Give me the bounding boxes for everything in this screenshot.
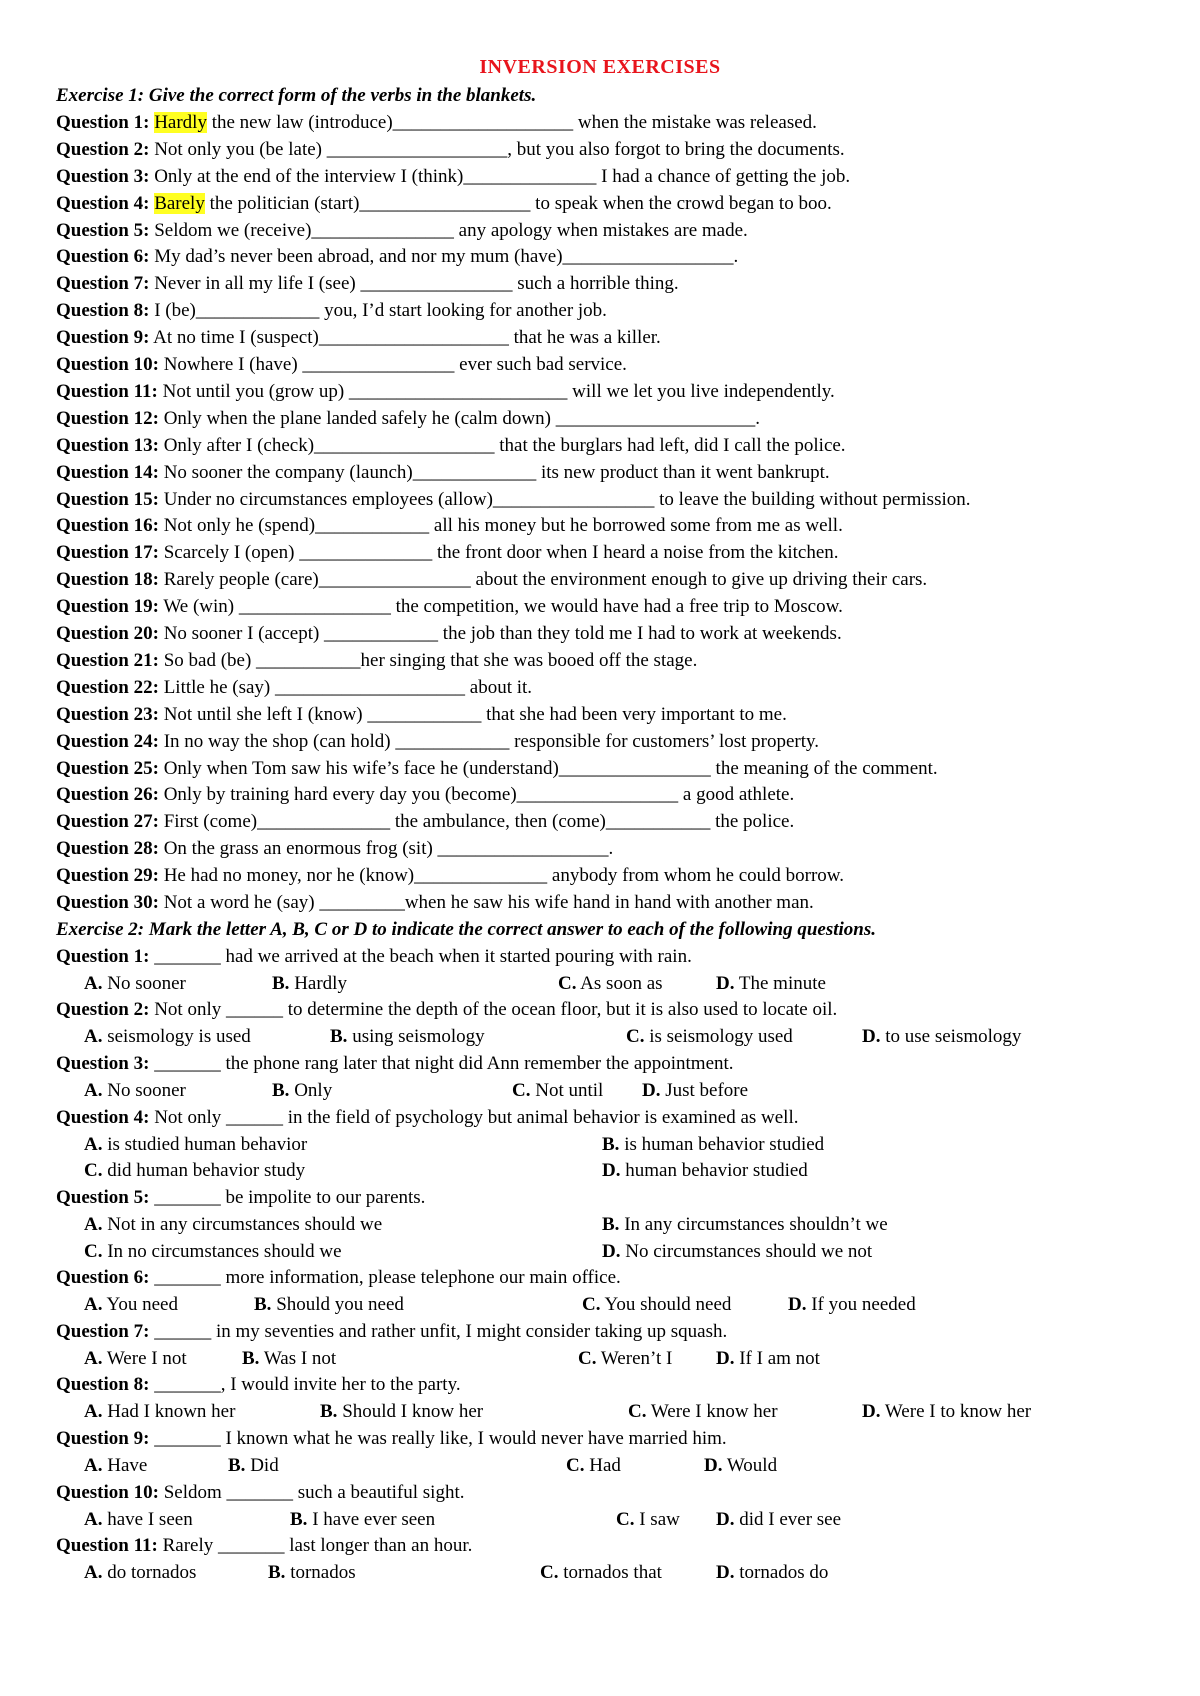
option-text: Not in any circumstances should we	[102, 1213, 383, 1235]
ex1-question-21	[56, 649, 697, 673]
question-text: On the grass an enormous frog (sit) __________________.	[158, 838, 614, 860]
question-text: Not until you (grow up) _______________________ will we let you live independently.	[157, 380, 835, 402]
answer-option	[626, 1025, 793, 1049]
option-text: tornados that	[558, 1562, 662, 1584]
exercise-1-heading: Exercise 1: Give the correct form of the verbs in the blankets.	[56, 85, 537, 106]
ex1-question-5	[56, 219, 748, 243]
ex1-question-27	[56, 810, 794, 834]
option-letter: B.	[272, 1079, 290, 1101]
answer-option	[84, 1240, 342, 1264]
question-label: Question 8:	[56, 300, 150, 322]
ex2-question-9	[56, 1427, 727, 1451]
question-label: Question 13:	[56, 434, 159, 456]
answer-option	[628, 1400, 778, 1424]
option-text: Hardly	[289, 972, 347, 994]
option-text: In any circumstances shouldn’t we	[619, 1213, 888, 1235]
option-text: is human behavior studied	[619, 1133, 825, 1155]
question-label: Question 14:	[56, 461, 159, 483]
option-text: The minute	[734, 972, 826, 994]
option-letter: D.	[716, 1562, 735, 1584]
ex2-question-6	[56, 1266, 621, 1290]
question-text: Seldom we (receive)_______________ any apology when mistakes are made.	[149, 219, 748, 241]
answer-option	[602, 1240, 872, 1264]
question-text: Only when Tom saw his wife’s face he (understand)________________ the meaning of the comment.	[158, 757, 938, 779]
question-label: Question 30:	[56, 892, 159, 913]
option-letter: B.	[268, 1562, 286, 1584]
answer-option	[862, 1400, 1031, 1424]
question-text: the new law (introduce)___________________ when the mistake was released.	[206, 111, 817, 133]
question-label: Question 10:	[56, 1481, 159, 1503]
ex1-question-13	[56, 434, 846, 458]
question-text: Rarely people (care)________________ about the environment enough to give up driving their cars.	[158, 569, 928, 591]
question-text: Only when the plane landed safely he (calm down) _____________________.	[158, 407, 760, 429]
question-text: Rarely _______ last longer than an hour.	[157, 1535, 473, 1557]
question-label: Question 19:	[56, 596, 159, 618]
question-text: _______ I known what he was really like, I would never have married him.	[149, 1428, 727, 1449]
answer-option	[716, 1561, 828, 1585]
question-text: At no time I (suspect)____________________ that he was a killer.	[149, 327, 661, 349]
answer-option	[84, 972, 186, 996]
ex1-question-30	[56, 891, 814, 915]
ex2-question-1	[56, 945, 692, 969]
highlighted-word: Barely	[154, 192, 205, 214]
answer-option	[84, 1508, 193, 1532]
option-letter: C.	[84, 1240, 103, 1262]
option-text: Should I know her	[337, 1401, 484, 1423]
ex2-question-7	[56, 1320, 727, 1344]
question-label: Question 22:	[56, 676, 159, 698]
answer-option	[862, 1025, 1021, 1049]
ex1-question-8	[56, 299, 607, 323]
answer-option	[268, 1561, 356, 1585]
question-text: _______, I would invite her to the party.	[149, 1374, 461, 1396]
answer-option	[84, 1454, 147, 1478]
answer-option	[84, 1400, 235, 1424]
question-label: Question 5:	[56, 1186, 150, 1208]
option-text: is studied human behavior	[102, 1133, 308, 1155]
ex1-question-18	[56, 568, 927, 592]
option-letter: B.	[602, 1133, 620, 1155]
option-letter: D.	[716, 972, 735, 994]
answer-option	[272, 972, 347, 996]
question-label: Question 7:	[56, 1320, 150, 1342]
ex1-question-29	[56, 864, 844, 888]
option-letter: C.	[628, 1401, 647, 1423]
ex1-question-6	[56, 245, 738, 269]
answer-option	[602, 1213, 888, 1237]
option-letter: A.	[84, 1079, 103, 1101]
question-label: Question 7:	[56, 273, 150, 295]
option-text: Would	[722, 1454, 778, 1476]
answer-option	[254, 1293, 404, 1317]
option-text: human behavior studied	[620, 1160, 808, 1182]
answer-option	[558, 972, 663, 996]
question-label: Question 27:	[56, 811, 159, 833]
question-text: So bad (be) ___________her singing that she was booed off the stage.	[158, 649, 698, 671]
answer-option	[512, 1079, 603, 1103]
option-text: Not until	[530, 1079, 604, 1101]
option-letter: A.	[84, 1294, 103, 1316]
answer-option	[320, 1400, 483, 1424]
option-text: No sooner	[102, 1079, 186, 1101]
answer-option	[290, 1508, 435, 1532]
option-text: did I ever see	[734, 1508, 842, 1530]
option-letter: A.	[84, 1401, 103, 1423]
option-text: Were I know her	[646, 1401, 778, 1423]
answer-option	[602, 1133, 824, 1157]
question-label: Question 1:	[56, 945, 150, 967]
option-text: If you needed	[806, 1294, 916, 1316]
option-text: have I seen	[102, 1508, 193, 1530]
question-label: Question 4:	[56, 192, 150, 214]
option-letter: C.	[582, 1294, 601, 1316]
question-label: Question 6:	[56, 1267, 150, 1289]
question-label: Question 26:	[56, 784, 159, 806]
question-text: Not a word he (say) _________when he saw his wife hand in hand with another man.	[158, 892, 814, 913]
answer-option	[704, 1454, 777, 1478]
question-label: Question 6:	[56, 246, 150, 268]
question-label: Question 28:	[56, 838, 159, 860]
option-letter: A.	[84, 1213, 103, 1235]
question-label: Question 9:	[56, 1428, 150, 1449]
option-letter: B.	[602, 1213, 620, 1235]
option-text: As soon as	[576, 972, 663, 994]
option-text: I saw	[634, 1508, 680, 1530]
question-label: Question 2:	[56, 138, 150, 160]
question-text: No sooner I (accept) ____________ the job than they told me I had to work at weekends.	[158, 623, 842, 644]
option-letter: B.	[320, 1401, 338, 1423]
option-text: Should you need	[271, 1294, 404, 1316]
option-letter: A.	[84, 1347, 103, 1369]
option-letter: D.	[862, 1026, 881, 1048]
question-text: _______ more information, please telephone our main office.	[149, 1267, 621, 1289]
answer-option	[84, 1561, 196, 1585]
question-text: Only by training hard every day you (become)_________________ a good athlete.	[158, 784, 795, 806]
question-label: Question 25:	[56, 757, 159, 779]
question-label: Question 11:	[56, 380, 158, 402]
option-letter: C.	[616, 1508, 635, 1530]
answer-option	[716, 1508, 841, 1532]
question-text: _______ had we arrived at the beach when it started pouring with rain.	[149, 945, 692, 967]
option-letter: B.	[228, 1454, 246, 1476]
option-text: Were I not	[102, 1347, 187, 1369]
ex1-question-11	[56, 380, 835, 404]
ex1-question-2	[56, 138, 845, 162]
ex1-question-16	[56, 514, 843, 538]
question-text: I (be)_____________ you, I’d start looking for another job.	[149, 300, 607, 322]
answer-option	[716, 1347, 820, 1371]
ex1-question-10	[56, 353, 627, 377]
option-letter: D.	[862, 1401, 881, 1423]
question-text: _______ be impolite to our parents.	[149, 1186, 426, 1208]
option-letter: B.	[330, 1026, 348, 1048]
question-text: Under no circumstances employees (allow)_________________ to leave the building without permission.	[158, 488, 971, 510]
answer-option	[582, 1293, 731, 1317]
question-label: Question 11:	[56, 1535, 158, 1557]
question-text: _______ the phone rang later that night did Ann remember the appointment.	[149, 1053, 734, 1074]
question-text: Only after I (check)___________________ that the burglars had left, did I call the police.	[158, 434, 846, 456]
question-label: Question 2:	[56, 999, 150, 1021]
option-letter: C.	[626, 1026, 645, 1048]
option-letter: B.	[254, 1294, 272, 1316]
question-label: Question 20:	[56, 623, 159, 644]
question-text: First (come)______________ the ambulance, then (come)___________ the police.	[158, 811, 795, 833]
ex2-question-3	[56, 1052, 734, 1076]
option-letter: D.	[704, 1454, 723, 1476]
answer-option	[84, 1159, 305, 1183]
answer-option	[242, 1347, 336, 1371]
answer-option	[616, 1508, 680, 1532]
option-text: tornados	[285, 1562, 356, 1584]
question-label: Question 24:	[56, 730, 159, 752]
option-letter: D.	[788, 1294, 807, 1316]
option-letter: C.	[84, 1160, 103, 1182]
question-text: Never in all my life I (see) ________________ such a horrible thing.	[149, 273, 679, 295]
question-label: Question 9:	[56, 327, 150, 349]
option-text: Were I to know her	[880, 1401, 1032, 1423]
question-label: Question 3:	[56, 1053, 150, 1074]
answer-option	[272, 1079, 332, 1103]
ex2-question-11	[56, 1534, 472, 1558]
option-text: seismology is used	[102, 1026, 251, 1048]
option-text: using seismology	[347, 1026, 485, 1048]
ex1-question-23	[56, 703, 787, 727]
question-text: Not until she left I (know) ____________ that she had been very important to me.	[158, 703, 787, 725]
option-letter: A.	[84, 1562, 103, 1584]
question-text: the politician (start)__________________ to speak when the crowd began to boo.	[204, 192, 832, 214]
option-letter: A.	[84, 1133, 103, 1155]
ex1-question-25	[56, 757, 938, 781]
ex2-question-2	[56, 998, 837, 1022]
ex1-question-26	[56, 783, 794, 807]
question-text: Not only ______ in the field of psychology but animal behavior is examined as well.	[149, 1106, 799, 1128]
question-label: Question 29:	[56, 865, 159, 887]
question-label: Question 21:	[56, 649, 159, 671]
option-text: Just before	[660, 1079, 749, 1101]
answer-option	[540, 1561, 662, 1585]
option-text: Only	[289, 1079, 333, 1101]
ex1-question-15	[56, 488, 971, 512]
option-text: If I am not	[734, 1347, 820, 1369]
option-text: No sooner	[102, 972, 186, 994]
answer-option	[84, 1025, 251, 1049]
answer-option	[566, 1454, 621, 1478]
option-letter: D.	[602, 1240, 621, 1262]
ex2-question-4	[56, 1106, 798, 1130]
question-text: Little he (say) ____________________ about it.	[158, 676, 533, 698]
option-text: I have ever seen	[307, 1508, 436, 1530]
option-text: tornados do	[734, 1562, 829, 1584]
option-text: Weren’t I	[596, 1347, 673, 1369]
answer-option	[84, 1347, 187, 1371]
answer-option	[642, 1079, 748, 1103]
question-text: Nowhere I (have) ________________ ever such bad service.	[158, 354, 627, 375]
option-text: did human behavior study	[102, 1160, 306, 1182]
ex1-question-4	[56, 192, 832, 216]
option-letter: A.	[84, 1508, 103, 1530]
question-text: Not only ______ to determine the depth of the ocean floor, but it is also used to locate oil.	[149, 999, 838, 1021]
option-text: is seismology used	[644, 1026, 793, 1048]
question-text: My dad’s never been abroad, and nor my mum (have)__________________.	[149, 246, 739, 268]
answer-option	[578, 1347, 672, 1371]
ex2-question-5	[56, 1186, 425, 1210]
ex1-question-9	[56, 326, 661, 350]
question-text: Not only you (be late) ___________________, but you also forgot to bring the documents.	[149, 138, 845, 160]
answer-option	[788, 1293, 916, 1317]
option-text: No circumstances should we not	[620, 1240, 873, 1262]
question-text: Not only he (spend)____________ all his money but he borrowed some from me as well.	[158, 515, 843, 537]
answer-option	[716, 972, 826, 996]
option-text: You should need	[600, 1294, 732, 1316]
question-label: Question 23:	[56, 703, 159, 725]
ex1-question-19	[56, 595, 843, 619]
option-text: In no circumstances should we	[102, 1240, 342, 1262]
option-text: Had I known her	[102, 1401, 236, 1423]
ex1-question-7	[56, 272, 679, 296]
question-label: Question 17:	[56, 542, 159, 564]
question-text: In no way the shop (can hold) ____________ responsible for customers’ lost property.	[158, 730, 820, 752]
ex1-question-1	[56, 111, 817, 135]
answer-option	[84, 1293, 178, 1317]
question-text: Seldom _______ such a beautiful sight.	[158, 1481, 465, 1503]
question-label: Question 3:	[56, 165, 150, 187]
option-letter: A.	[84, 972, 103, 994]
question-label: Question 1:	[56, 111, 150, 133]
option-letter: C.	[566, 1454, 585, 1476]
option-letter: C.	[578, 1347, 597, 1369]
answer-option	[84, 1213, 382, 1237]
option-text: do tornados	[102, 1562, 197, 1584]
highlighted-word: Hardly	[154, 111, 207, 133]
answer-option	[84, 1079, 186, 1103]
question-text: No sooner the company (launch)_____________ its new product than it went bankrupt.	[158, 461, 830, 483]
option-text: Did	[245, 1454, 279, 1476]
question-label: Question 15:	[56, 488, 159, 510]
option-letter: D.	[716, 1508, 735, 1530]
question-text: Only at the end of the interview I (think)______________ I had a chance of getting the job.	[149, 165, 851, 187]
ex1-question-3	[56, 165, 850, 189]
option-letter: B.	[272, 972, 290, 994]
ex2-question-8	[56, 1373, 461, 1397]
question-text: He had no money, nor he (know)______________ anybody from whom he could borrow.	[158, 865, 845, 887]
option-letter: C.	[512, 1079, 531, 1101]
option-letter: B.	[242, 1347, 260, 1369]
ex1-question-24	[56, 730, 819, 754]
question-label: Question 16:	[56, 515, 159, 537]
question-label: Question 12:	[56, 407, 159, 429]
option-letter: D.	[642, 1079, 661, 1101]
ex1-question-22	[56, 676, 532, 700]
option-letter: D.	[602, 1160, 621, 1182]
option-letter: A.	[84, 1026, 103, 1048]
question-text: Scarcely I (open) ______________ the front door when I heard a noise from the kitchen.	[158, 542, 839, 564]
option-text: Had	[584, 1454, 621, 1476]
option-letter: C.	[558, 972, 577, 994]
option-letter: C.	[540, 1562, 559, 1584]
question-label: Question 10:	[56, 354, 159, 375]
option-text: to use seismology	[880, 1026, 1022, 1048]
ex1-question-14	[56, 461, 830, 485]
ex1-question-12	[56, 407, 760, 431]
option-letter: B.	[290, 1508, 308, 1530]
answer-option	[602, 1159, 808, 1183]
question-text: ______ in my seventies and rather unfit, I might consider taking up squash.	[149, 1320, 728, 1342]
answer-option	[84, 1133, 307, 1157]
answer-option	[228, 1454, 279, 1478]
question-label: Question 5:	[56, 219, 150, 241]
page-title: INVERSION EXERCISES	[479, 56, 721, 78]
exercise-2-heading: Exercise 2: Mark the letter A, B, C or D to indicate the correct answer to each of the following questions.	[56, 918, 876, 940]
option-text: You need	[102, 1294, 178, 1316]
ex1-question-20	[56, 622, 842, 646]
question-text: We (win) ________________ the competition, we would have had a free trip to Moscow.	[158, 596, 843, 618]
ex1-question-17	[56, 541, 839, 565]
question-label: Question 8:	[56, 1374, 150, 1396]
option-letter: D.	[716, 1347, 735, 1369]
option-letter: A.	[84, 1454, 103, 1476]
ex1-question-28	[56, 837, 613, 861]
answer-option	[330, 1025, 485, 1049]
question-label: Question 18:	[56, 569, 159, 591]
option-text: Have	[102, 1454, 148, 1476]
ex2-question-10	[56, 1481, 465, 1505]
question-label: Question 4:	[56, 1106, 150, 1128]
option-text: Was I not	[259, 1347, 337, 1369]
